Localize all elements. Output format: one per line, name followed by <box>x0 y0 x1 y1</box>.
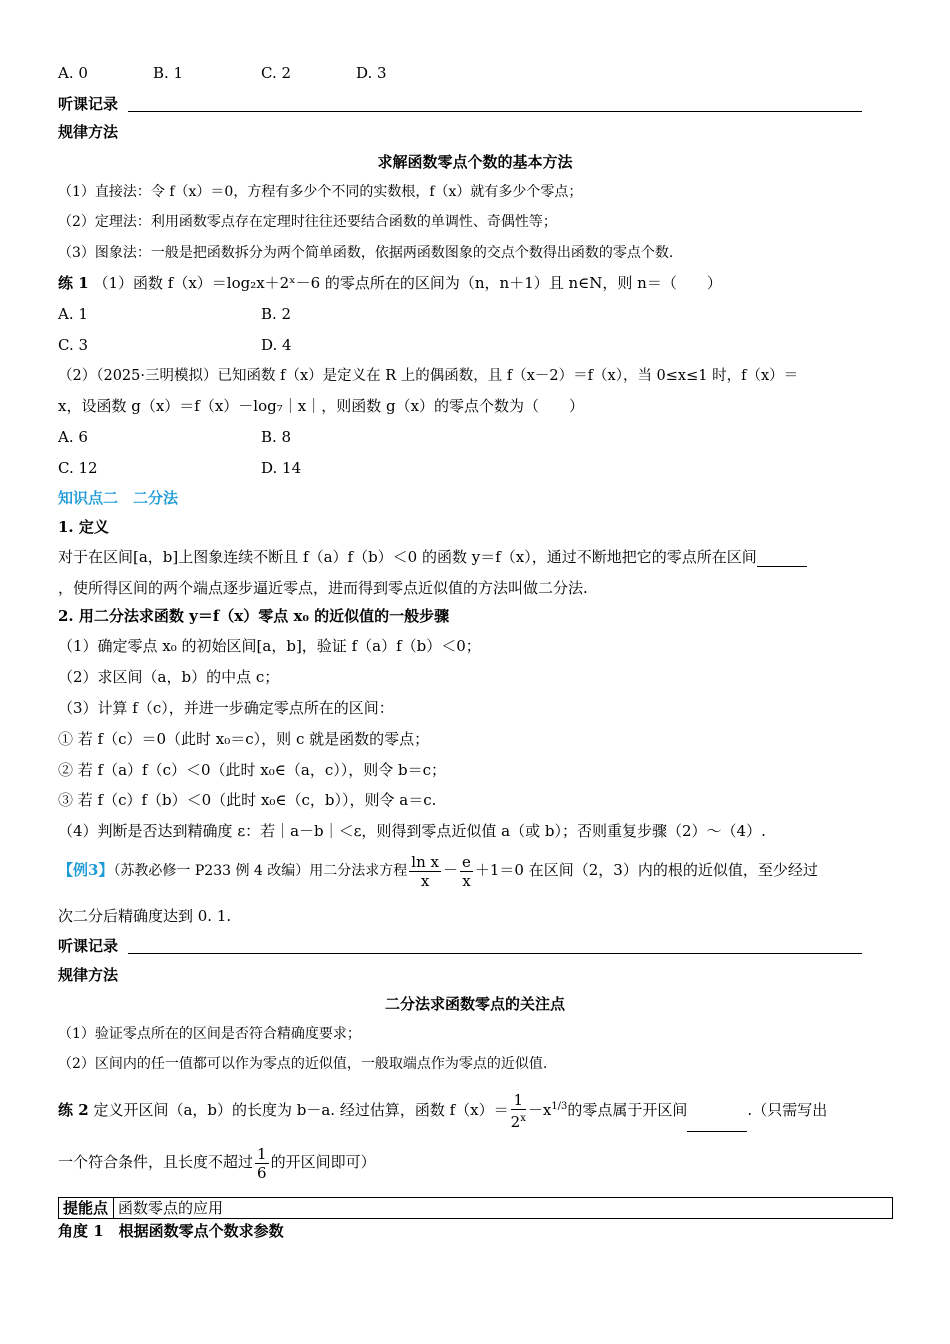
capability-table <box>58 1197 893 1219</box>
table-row <box>59 1198 893 1219</box>
fraction-numerator: e <box>462 852 471 871</box>
option-d: D. 3 <box>356 64 387 82</box>
box2-title: 二分法求函数零点的关注点 <box>384 995 565 1013</box>
definition-line1 <box>58 547 807 567</box>
definition-text1: 对于在区间[a，b]上图象连续不断且 f（a）f（b）＜0 的函数 y＝f（x），通过不断地把它的零点所在区间 <box>58 548 757 566</box>
ex2-line1 <box>58 1085 827 1132</box>
method-label-1: 规律方法 <box>58 123 119 141</box>
power-exponent: 1/3 <box>551 1101 568 1112</box>
ex2-label: 练 2 <box>58 1101 89 1119</box>
example3-line2: 次二分后精确度达到 0. 1. <box>58 907 232 925</box>
fraction-denominator: x <box>462 871 471 890</box>
ex1-q1-options-row2 <box>58 335 292 355</box>
fraction-e-over-x <box>460 853 473 890</box>
fraction-numerator: ln x <box>411 852 439 871</box>
x-power <box>543 1101 568 1119</box>
ex1-q1-option-d: D. 4 <box>261 336 292 354</box>
option-a: A. 0 <box>58 64 88 82</box>
minus-sign: － <box>527 1101 543 1119</box>
listen-record-line-1 <box>128 111 862 112</box>
step-3-case-2: ② 若 f（a）f（c）＜0（此时 x₀∈（a，c）），则令 b＝c； <box>58 761 446 779</box>
ex1-q2-option-b: B. 8 <box>261 428 292 446</box>
ex2-tail: .（只需写出 <box>747 1101 828 1119</box>
ex1-label: 练 1 <box>58 274 89 292</box>
step-3-case-3: ③ 若 f（c）f（b）＜0（此时 x₀∈（c，b）），则令 a＝c. <box>58 791 437 809</box>
capability-topic: 函数零点的应用 <box>114 1198 893 1219</box>
top-options <box>58 63 387 83</box>
definition-heading: 1. 定义 <box>58 518 109 536</box>
ex1-q2-option-c: C. 12 <box>58 459 98 477</box>
fraction-1-over-6 <box>255 1145 269 1182</box>
option-c: C. 2 <box>261 64 292 82</box>
fraction-denominator <box>511 1110 526 1131</box>
ex1-q1 <box>58 273 722 293</box>
example3-rest: ＋1＝0 在区间（2，3）内的根的近似值，至少经过 <box>474 861 818 879</box>
example3-tag: 【例3】 <box>58 861 114 879</box>
step-3: （3）计算 f（c），并进一步确定零点所在的区间： <box>58 699 394 717</box>
ex1-q1-options-row1 <box>58 304 291 324</box>
ex2-text-before: 定义开区间（a，b）的长度为 b－a. 经过估算，函数 f（x）＝ <box>93 1101 509 1119</box>
minus-sign: － <box>442 861 458 879</box>
option-b: B. 1 <box>153 64 184 82</box>
box1-item-1: （1）直接法：令 f（x）＝0，方程有多少个不同的实数根，f（x）就有多少个零点； <box>58 184 583 200</box>
listen-record-label-1: 听课记录 <box>58 95 119 113</box>
ex1-q2-options-row1 <box>58 427 291 447</box>
capability-label: 提能点 <box>59 1198 114 1219</box>
fraction-numerator: 1 <box>511 1091 526 1110</box>
ex2-line2 <box>58 1140 376 1184</box>
ex2-blank <box>687 1115 747 1132</box>
ex1-q1-option-a: A. 1 <box>58 305 88 323</box>
steps-heading: 2. 用二分法求函数 y＝f（x）零点 x₀ 的近似值的一般步骤 <box>58 607 450 625</box>
ex2-line2-before: 一个符合条件，且长度不超过 <box>58 1153 254 1171</box>
box1-item-3: （3）图象法：一般是把函数拆分为两个简单函数，依据两函数图象的交点个数得出函数的零点个数. <box>58 245 674 261</box>
power-base: 2 <box>510 1113 521 1131</box>
ex1-q2-option-d: D. 14 <box>261 459 302 477</box>
fraction-numerator: 1 <box>257 1144 267 1163</box>
fraction-1-over-2x <box>511 1091 526 1131</box>
box2-item-1: （1）验证零点所在的区间是否符合精确度要求； <box>58 1026 361 1042</box>
ex2-line2-after: 的开区间即可） <box>270 1153 376 1171</box>
ex2-text-after: 的零点属于开区间 <box>567 1101 688 1119</box>
ex1-q1-text: （1）函数 f（x）＝log₂x＋2ˣ－6 的零点所在的区间为（n，n＋1）且 n∈N，则 n＝（ ） <box>93 274 722 292</box>
example3-source: （苏教必修一 P233 例 4 改编）用二分法求方程 <box>113 863 408 879</box>
step-2: （2）求区间（a，b）的中点 c； <box>58 668 280 686</box>
box1-item-2: （2）定理法：利用函数零点存在定理时往往还要结合函数的单调性、奇偶性等； <box>58 214 557 230</box>
definition-line2: ，使所得区间的两个端点逐步逼近零点，进而得到零点近似值的方法叫做二分法. <box>58 579 588 597</box>
angle1-heading: 角度 1 根据函数零点个数求参数 <box>58 1222 284 1240</box>
example3-line1 <box>58 850 818 891</box>
ex1-q2-line1: （2）（2025·三明模拟）已知函数 f（x）是定义在 R 上的偶函数，且 f（x－2）＝f（x），当 0≤x≤1 时，f（x）＝ <box>58 368 799 384</box>
definition-blank <box>757 550 807 567</box>
method-label-2: 规律方法 <box>58 966 119 984</box>
ex1-q1-option-b: B. 2 <box>261 305 292 323</box>
fraction-denominator: 6 <box>257 1163 267 1182</box>
step-3-case-1: ① 若 f（c）＝0（此时 x₀＝c），则 c 就是函数的零点； <box>58 730 430 748</box>
ex1-q2-line2: x，设函数 g（x）＝f（x）－log₇｜x｜，则函数 g（x）的零点个数为（ ） <box>58 397 585 415</box>
fraction-lnx-over-x <box>409 853 441 890</box>
listen-record-label-2: 听课记录 <box>58 937 119 955</box>
listen-record-line-2 <box>128 953 862 954</box>
ex1-q2-option-a: A. 6 <box>58 428 88 446</box>
box2-item-2: （2）区间内的任一值都可以作为零点的近似值，一般取端点作为零点的近似值. <box>58 1056 548 1072</box>
fraction-denominator: x <box>420 871 430 890</box>
ex1-q1-option-c: C. 3 <box>58 336 89 354</box>
box1-title: 求解函数零点个数的基本方法 <box>377 153 573 171</box>
power-base: x <box>542 1101 552 1119</box>
power-exponent: x <box>520 1113 526 1124</box>
section2-title: 知识点二 二分法 <box>58 489 179 507</box>
step-4: （4）判断是否达到精确度 ε：若｜a－b｜＜ε，则得到零点近似值 a（或 b）；否则重复步骤（2）～（4）. <box>58 822 766 840</box>
ex1-q2-options-row2 <box>58 458 301 478</box>
step-1: （1）确定零点 x₀ 的初始区间[a，b]，验证 f（a）f（b）＜0； <box>58 637 481 655</box>
